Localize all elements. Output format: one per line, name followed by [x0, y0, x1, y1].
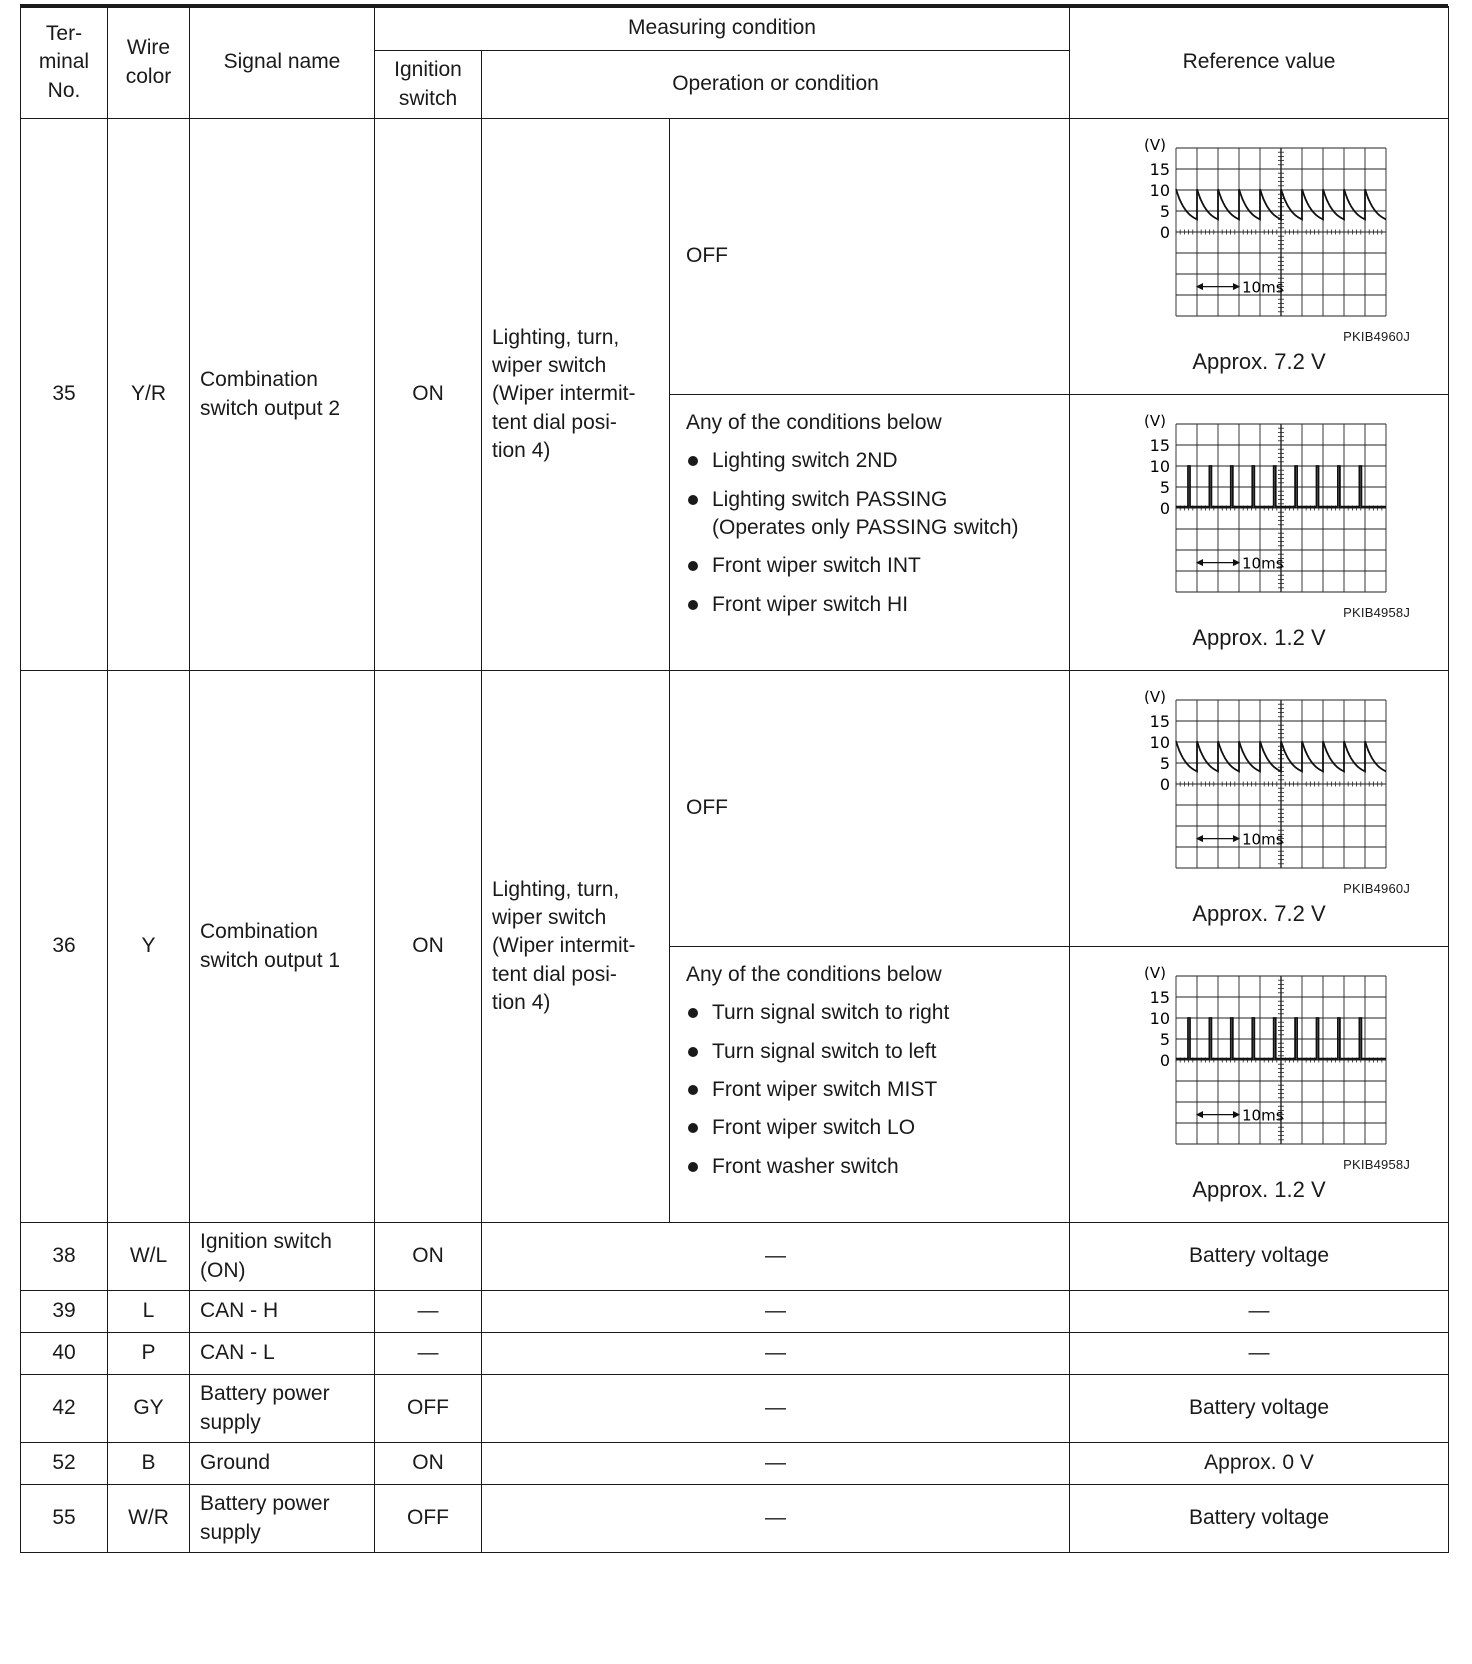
signal-cell: Battery power supply	[190, 1485, 375, 1553]
reference-cell: Battery voltage	[1070, 1485, 1449, 1553]
condition-cell: —	[482, 1333, 1070, 1375]
unit-label: (V)	[1144, 687, 1166, 706]
figure-id-pkib4960j: PKIB4960J	[1343, 880, 1411, 896]
terminal-cell: 52	[21, 1443, 108, 1485]
table-row-39	[21, 1291, 1449, 1333]
oscilloscope-waveform-pkib4960j	[1114, 136, 1404, 326]
unit-label: (V)	[1144, 411, 1166, 430]
ignition-cell: OFF	[375, 1375, 482, 1443]
list-item: Front wiper switch MIST	[686, 1076, 1059, 1104]
waveform-trace	[1176, 189, 1386, 219]
y-tick-label: 15	[1149, 435, 1171, 455]
oscilloscope-waveform-pkib4958j	[1114, 964, 1404, 1154]
wire-36: Y	[108, 671, 190, 1223]
unit-label: (V)	[1144, 135, 1166, 154]
table-row-38	[21, 1223, 1449, 1291]
y-tick-label: 10	[1149, 456, 1171, 476]
condition-35-any	[670, 395, 1070, 671]
figure-id-pkib4960j: PKIB4960J	[1343, 328, 1411, 344]
time-scale-label: 10ms	[1242, 830, 1284, 849]
list-item: Front washer switch	[686, 1153, 1059, 1181]
signal-cell: Ground	[190, 1443, 375, 1485]
y-tick-label: 15	[1149, 711, 1171, 731]
wire-cell: W/R	[108, 1485, 190, 1553]
arrow-left-icon	[1197, 835, 1203, 841]
table-row-36a	[21, 671, 1449, 947]
terminal-36: 36	[21, 671, 108, 1223]
wire-35: Y/R	[108, 119, 190, 671]
condition-cell: —	[482, 1375, 1070, 1443]
waveform-trace	[1176, 741, 1386, 771]
wire-cell: L	[108, 1291, 190, 1333]
y-tick-label: 0	[1159, 222, 1171, 242]
arrow-left-icon	[1197, 559, 1203, 565]
unit-label: (V)	[1144, 963, 1166, 982]
list-item: Lighting switch 2ND	[686, 447, 1059, 475]
reference-36-off	[1070, 671, 1449, 947]
bullet-icon	[688, 1123, 698, 1133]
terminal-35: 35	[21, 119, 108, 671]
ignition-cell: —	[375, 1333, 482, 1375]
terminal-spec-table	[20, 6, 1449, 1553]
bullet-icon	[688, 1162, 698, 1172]
arrow-right-icon	[1233, 559, 1239, 565]
figure-id-pkib4958j: PKIB4958J	[1343, 1156, 1411, 1172]
arrow-left-icon	[1197, 1111, 1203, 1117]
signal-cell: CAN - H	[190, 1291, 375, 1333]
bullet-icon	[688, 1085, 698, 1095]
y-tick-label: 15	[1149, 987, 1171, 1007]
y-tick-label: 0	[1159, 774, 1171, 794]
signal-36: Combination switch output 1	[190, 671, 375, 1223]
ignition-cell: —	[375, 1291, 482, 1333]
wire-cell: P	[108, 1333, 190, 1375]
conditions-title: Any of the conditions below	[686, 411, 942, 434]
header-ignition-switch: Ignition switch	[375, 51, 482, 119]
y-tick-label: 5	[1159, 477, 1171, 497]
condition-36-any	[670, 947, 1070, 1223]
signal-cell: Battery power supply	[190, 1375, 375, 1443]
y-tick-label: 10	[1149, 732, 1171, 752]
reference-cell: —	[1070, 1291, 1449, 1333]
header-row-1	[21, 7, 1449, 51]
y-tick-label: 5	[1159, 201, 1171, 221]
terminal-cell: 42	[21, 1375, 108, 1443]
condition-cell: —	[482, 1223, 1070, 1291]
figure-id-pkib4958j: PKIB4958J	[1343, 604, 1411, 620]
reference-cell: Battery voltage	[1070, 1375, 1449, 1443]
y-tick-label: 10	[1149, 1008, 1171, 1028]
bullet-icon	[688, 561, 698, 571]
approx-value: Approx. 1.2 V	[1192, 1177, 1326, 1203]
y-tick-label: 0	[1159, 498, 1171, 518]
terminal-cell: 38	[21, 1223, 108, 1291]
y-tick-label: 10	[1149, 180, 1171, 200]
bullet-icon	[688, 1008, 698, 1018]
oscilloscope-waveform-pkib4958j	[1114, 412, 1404, 602]
reference-35-off	[1070, 119, 1449, 395]
table-row-55	[21, 1485, 1449, 1553]
list-item: Front wiper switch INT	[686, 552, 1059, 580]
header-terminal-no: Ter- minal No.	[21, 7, 108, 119]
list-item: Lighting switch PASSING (Operates only PASSING switch)	[686, 486, 1059, 543]
header-reference-value: Reference value	[1070, 7, 1449, 119]
table-row-35a	[21, 119, 1449, 395]
table-row-40	[21, 1333, 1449, 1375]
bullet-icon	[688, 495, 698, 505]
wire-cell: W/L	[108, 1223, 190, 1291]
time-scale-label: 10ms	[1242, 554, 1284, 573]
ignition-cell: ON	[375, 1443, 482, 1485]
approx-value: Approx. 7.2 V	[1192, 349, 1326, 375]
arrow-right-icon	[1233, 283, 1239, 289]
operation-35: Lighting, turn, wiper switch (Wiper intermit- tent dial posi- tion 4)	[482, 119, 670, 671]
bullet-icon	[688, 1047, 698, 1057]
ignition-cell: OFF	[375, 1485, 482, 1553]
condition-cell: —	[482, 1291, 1070, 1333]
table-row-52	[21, 1443, 1449, 1485]
operation-36: Lighting, turn, wiper switch (Wiper intermit- tent dial posi- tion 4)	[482, 671, 670, 1223]
signal-35: Combination switch output 2	[190, 119, 375, 671]
header-measuring-condition: Measuring condition	[375, 7, 1070, 51]
terminal-cell: 55	[21, 1485, 108, 1553]
conditions-title: Any of the conditions below	[686, 963, 942, 986]
y-tick-label: 15	[1149, 159, 1171, 179]
ignition-cell: ON	[375, 1223, 482, 1291]
wire-cell: B	[108, 1443, 190, 1485]
signal-cell: Ignition switch (ON)	[190, 1223, 375, 1291]
reference-36-any	[1070, 947, 1449, 1223]
ignition-35: ON	[375, 119, 482, 671]
table-row-42	[21, 1375, 1449, 1443]
wire-cell: GY	[108, 1375, 190, 1443]
reference-cell: Approx. 0 V	[1070, 1443, 1449, 1485]
list-item: Front wiper switch LO	[686, 1114, 1059, 1142]
approx-value: Approx. 1.2 V	[1192, 625, 1326, 651]
header-signal-name: Signal name	[190, 7, 375, 119]
reference-cell: Battery voltage	[1070, 1223, 1449, 1291]
terminal-cell: 39	[21, 1291, 108, 1333]
condition-36-off: OFF	[670, 671, 1070, 947]
bullet-icon	[688, 600, 698, 610]
time-scale-label: 10ms	[1242, 1106, 1284, 1125]
y-tick-label: 5	[1159, 1029, 1171, 1049]
oscilloscope-waveform-pkib4960j	[1114, 688, 1404, 878]
signal-cell: CAN - L	[190, 1333, 375, 1375]
list-item: Turn signal switch to left	[686, 1038, 1059, 1066]
terminal-cell: 40	[21, 1333, 108, 1375]
approx-value: Approx. 7.2 V	[1192, 901, 1326, 927]
header-operation-or-condition: Operation or condition	[482, 51, 1070, 119]
y-tick-label: 5	[1159, 753, 1171, 773]
arrow-right-icon	[1233, 1111, 1239, 1117]
condition-cell: —	[482, 1485, 1070, 1553]
time-scale-label: 10ms	[1242, 278, 1284, 297]
condition-cell: —	[482, 1443, 1070, 1485]
bullet-icon	[688, 456, 698, 466]
arrow-left-icon	[1197, 283, 1203, 289]
arrow-right-icon	[1233, 835, 1239, 841]
reference-35-any	[1070, 395, 1449, 671]
header-wire-color: Wire color	[108, 7, 190, 119]
ignition-36: ON	[375, 671, 482, 1223]
y-tick-label: 0	[1159, 1050, 1171, 1070]
condition-35-off: OFF	[670, 119, 1070, 395]
reference-cell: —	[1070, 1333, 1449, 1375]
list-item: Front wiper switch HI	[686, 591, 1059, 619]
list-item: Turn signal switch to right	[686, 999, 1059, 1027]
